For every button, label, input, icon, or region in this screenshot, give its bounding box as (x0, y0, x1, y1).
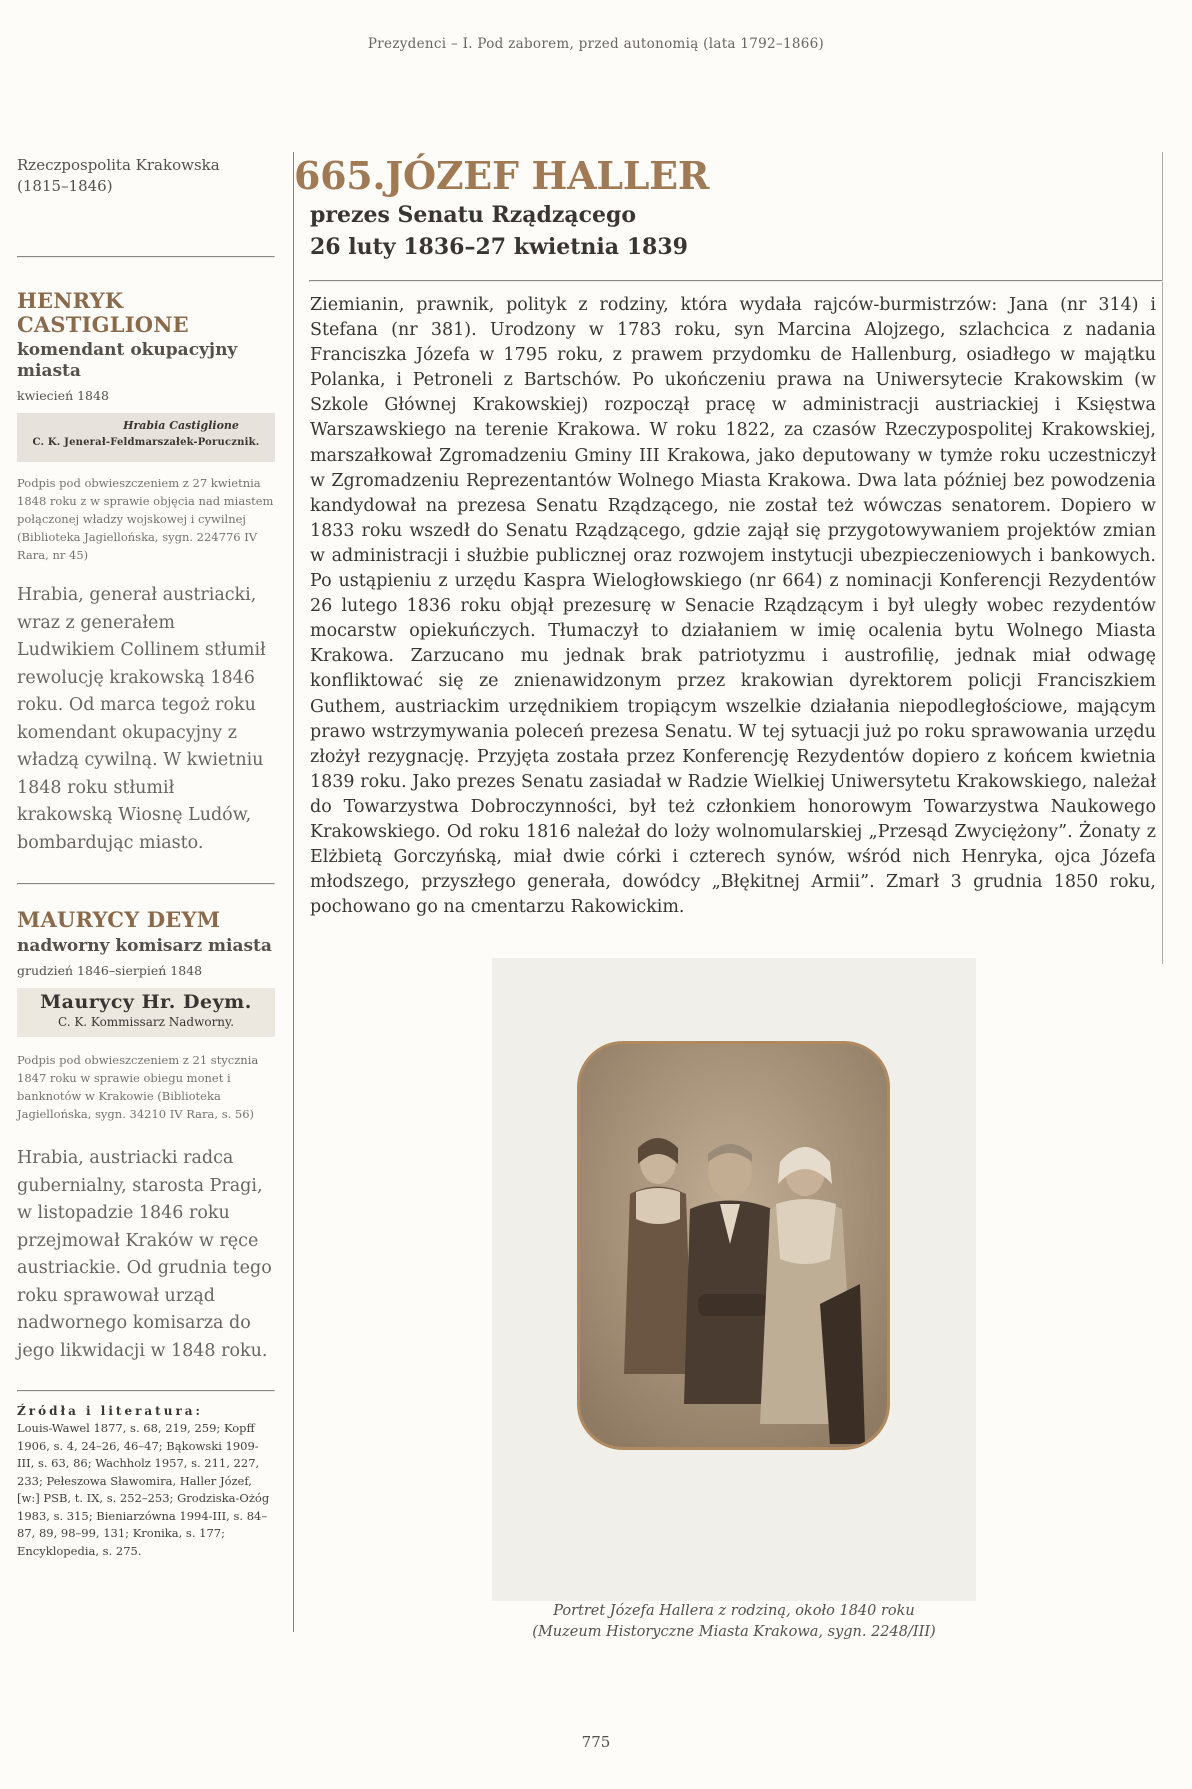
signature-image (17, 413, 275, 462)
entry-name: MAURYCY DEYM (17, 907, 221, 932)
signature-title: C. K. Kommissarz Nadworny. (57, 1015, 235, 1029)
photo-image (580, 1044, 887, 1447)
sidebar-divider (17, 256, 275, 258)
signature-line: Maurycy Hr. Deym. (40, 991, 252, 1013)
portrait-illustration (580, 1044, 887, 1447)
entry-title (294, 155, 1162, 197)
sources-section (17, 1403, 275, 1560)
photo-caption-line1: Portret Józefa Hallera z rodziną, około 1840 roku (553, 1603, 915, 1619)
sidebar-divider (17, 1390, 275, 1392)
main-entry (294, 155, 1162, 920)
entry-role: nadworny komisarz miasta (17, 936, 272, 956)
signature-title: C. K. Jenerał-Feldmarszałek-Porucznik. (32, 437, 260, 448)
entry-term: 26 luty 1836–27 kwietnia 1839 (310, 234, 688, 260)
entry-date: kwiecień 1848 (17, 388, 109, 403)
entry-number: 665. (294, 153, 386, 198)
state-name: Rzeczpospolita Krakowska (17, 156, 220, 174)
sources-text: Louis-Wawel 1877, s. 68, 219, 259; Kopff 1906, s. 4, 24–26, 46–47; Bąkowski 1909-III, s. 63, 86; Wachholz 1957, s. 211, 227, 233; Pełeszowa Sławomira, Haller Józef, [w:] PSB, t. IX, s. 252–253; Grodziska-Ożóg 1983, s. 315; Bieniarzówna 1994-III, s. 84–87, 89, 98–99, 131; Kronika, s. 177; Encyklopedia, s. 275. (17, 1421, 270, 1558)
page-number: 775 (581, 1733, 611, 1751)
sidebar-entry-castiglione (17, 289, 275, 857)
column-divider-right (1162, 152, 1163, 964)
entry-name: HENRYK CASTIGLIONE (17, 288, 189, 337)
sidebar-entry-deym (17, 908, 275, 1365)
sidebar-divider (17, 883, 275, 885)
entry-office: prezes Senatu Rządzącego (310, 202, 637, 228)
signature-caption: Podpis pod obwieszczeniem z 27 kwietnia 1848 roku z w sprawie objęcia nad miastem połączonej władzy wojskowej i cywilnej (Biblioteka Jagiellońska, sygn. 224776 IV Rara, nr 45) (17, 476, 274, 562)
signature-line: Hrabia Castiglione (123, 419, 239, 432)
family-portrait-photo (492, 958, 976, 1601)
photo-oval-mat (577, 1041, 890, 1450)
signature-image (17, 988, 275, 1037)
state-years: (1815–1846) (17, 177, 113, 195)
entry-name: JÓZEF HALLER (385, 153, 710, 198)
photo-caption-line2: (Muzeum Historyczne Miasta Krakowa, sygn. 2248/III) (532, 1624, 936, 1640)
running-head: Prezydenci – I. Pod zaborem, przed autonomią (lata 1792–1866) (367, 36, 825, 52)
photo-caption (492, 1601, 976, 1643)
entry-bio: Hrabia, generał austriacki, wraz z generałem Ludwikiem Collinem stłumił rewolucję krakowską 1846 roku. Od marca tegoż roku komendant okupacyjny z władzą cywilną. W kwietniu 1848 roku stłumił krakowską Wiosnę Ludów, bombardując miasto. (17, 585, 266, 853)
title-divider (309, 280, 1163, 282)
entry-bio: Hrabia, austriacki radca gubernialny, starosta Pragi, w listopadzie 1846 roku przejmował Kraków w ręce austriackie. Od grudnia tego roku sprawował urząd nadwornego komisarza do jego likwidacji w 1848 roku. (17, 1148, 272, 1361)
signature-caption: Podpis pod obwieszczeniem z 21 stycznia 1847 roku w sprawie obiegu monet i banknotów w Krakowie (Biblioteka Jagiellońska, sygn. 34210 IV Rara, s. 56) (17, 1053, 259, 1121)
sidebar (17, 155, 275, 1560)
sources-heading: Źródła i literatura: (17, 1404, 203, 1418)
entry-date: grudzień 1846–sierpień 1848 (17, 963, 203, 978)
entry-role: komendant okupacyjny miasta (17, 340, 238, 381)
biography-text: Ziemianin, prawnik, polityk z rodziny, która wydała rajców-burmistrzów: Jana (nr 314) i Stefana (nr 381). Urodzony w 1783 roku, syn Marcina Alojzego, szlachcica z nadania Franciszka Józefa w 1795 roku, z prawem przydomku de Hallenburg, osiadłego w majątku Polanka, i Petroneli z Bartschów. Po ukończeniu prawa na Uniwersytecie Krakowskim (w Szkole Głównej Krakowskiej) rozpoczął pracę w administracji austriackiej i Księstwa Warszawskiego na terenie Krakowa. W roku 1822, za czasów Rzeczypospolitej Krakowskiej, marszałkował Zgromadzeniu Gminy III Krakowa, jako deputowany w tymże roku uczestniczył w Zgromadzeniu Reprezentantów Wolnego Miasta Krakowa. Dwa lata później bez powodzenia kandydował na prezesa Senatu Rządzącego, nie został też wówczas senatorem. Dopiero w 1833 roku wszedł do Senatu Rządzącego, gdzie zajął się przygotowywaniem projektów zmian w administracji i służbie publicznej oraz rozwojem instytucji ubezpieczeniowych i bankowych. Po ustąpieniu z urzędu Kaspra Wielogłowskiego (nr 664) z nominacji Konferencji Rezydentów 26 lutego 1836 roku objął prezesurę w Senacie Rządzącym i był uległy wobec rezydentów mocarstw opiekuńczych. Tłumaczył to działaniem w imię ocalenia bytu Wolnego Miasta Krakowa. Zarzucano mu jednak brak patriotyzmu i austrofilię, jednak miał odwagę konfliktować się ze znienawidzonym przez krakowian dyrektorem policji Franciszkiem Guthem, austriackim urzędnikiem tropiącym wszelkie działania niepodległościowe, mającym prawo wstrzymywania poleceń prezesa Senatu. W tej sytuacji już po roku sprawowania urzędu złożył rezygnację. Przyjęta została przez Konferencję Rezydentów dopiero z końcem kwietnia 1839 roku. Jako prezes Senatu zasiadał w Radzie Wielkiej Uniwersytetu Krakowskiego, należał do Towarzystwa Dobroczynności, był też członkiem honorowym Towarzystwa Naukowego Krakowskiego. Od roku 1816 należał do loży wolnomularskiej „Przesąd Zwyciężony”. Żonaty z Elżbietą Gorczyńską, miał dwie córki i czterech synów, wśród nich Henryka, ojca Józefa młodszego, przyszłego generała, dowódcy „Błękitnej Armii”. Zmarł 3 grudnia 1850 roku, pochowano go na cmentarzu Rakowickim. (310, 295, 1156, 918)
